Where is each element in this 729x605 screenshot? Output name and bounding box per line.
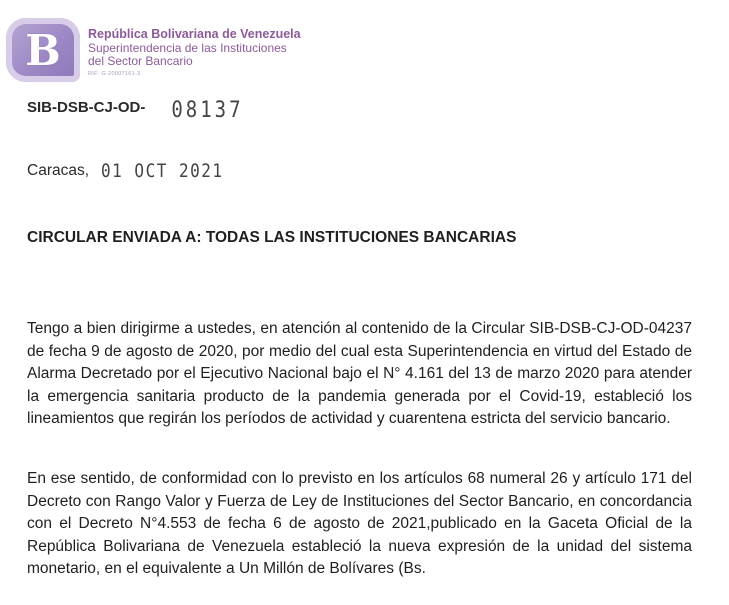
reference-number: 08137 xyxy=(171,97,244,123)
reference-prefix: SIB-DSB-CJ-OD- xyxy=(27,99,146,116)
letterhead-agency-line2: del Sector Bancario xyxy=(88,54,193,69)
place-date-line xyxy=(27,160,224,180)
letterhead-agency-line1: Superintendencia de las Instituciones xyxy=(88,40,287,55)
sudeban-logo xyxy=(6,18,80,82)
paragraph-1: Tengo a bien dirigirme a ustedes, en atención al contenido de la Circular SIB-DSB-CJ-OD-04237 de fecha 9 de agosto de 2020, por medio del cual esta Superintendencia en virtud del Estado de Alarma Decretado por el Ejecutivo Nacional bajo el N° 4.161 del 13 de marzo 2020 para atender la emergencia sanitaria producto de la pandemia generada por el Covid-19, estableció los lineamientos que regirán los períodos de actividad y cuarentena estricta del servicio bancario. xyxy=(27,320,692,427)
letterhead-country: República Bolivariana de Venezuela xyxy=(88,27,301,41)
date-stamp: 01 OCT 2021 xyxy=(101,159,224,182)
letterhead-text xyxy=(88,27,301,78)
paragraph-2: En ese sentido, de conformidad con lo previsto en los artículos 68 numeral 26 y artículo 171 del Decreto con Rango Valor y Fuerza de Ley de Instituciones del Sector Bancario, en concordancia con el Decreto N°4.553 de fecha 6 de agosto de 2021,publicado en la Gaceta Oficial de la República Bolivariana de Venezuela estableció la nueva expresión de la unidad del sistema monetario, en el equivalente a Un Millón de Bolívares (Bs. xyxy=(27,470,692,577)
letterhead-rif: RIF: G-20007161-3 xyxy=(88,71,141,78)
place-city: Caracas, xyxy=(27,162,90,179)
letterhead xyxy=(6,18,326,88)
reference-line xyxy=(27,95,244,123)
logo-letter: B xyxy=(25,26,61,75)
circular-title: CIRCULAR ENVIADA A: TODAS LAS INSTITUCIONES BANCARIAS xyxy=(27,229,517,246)
